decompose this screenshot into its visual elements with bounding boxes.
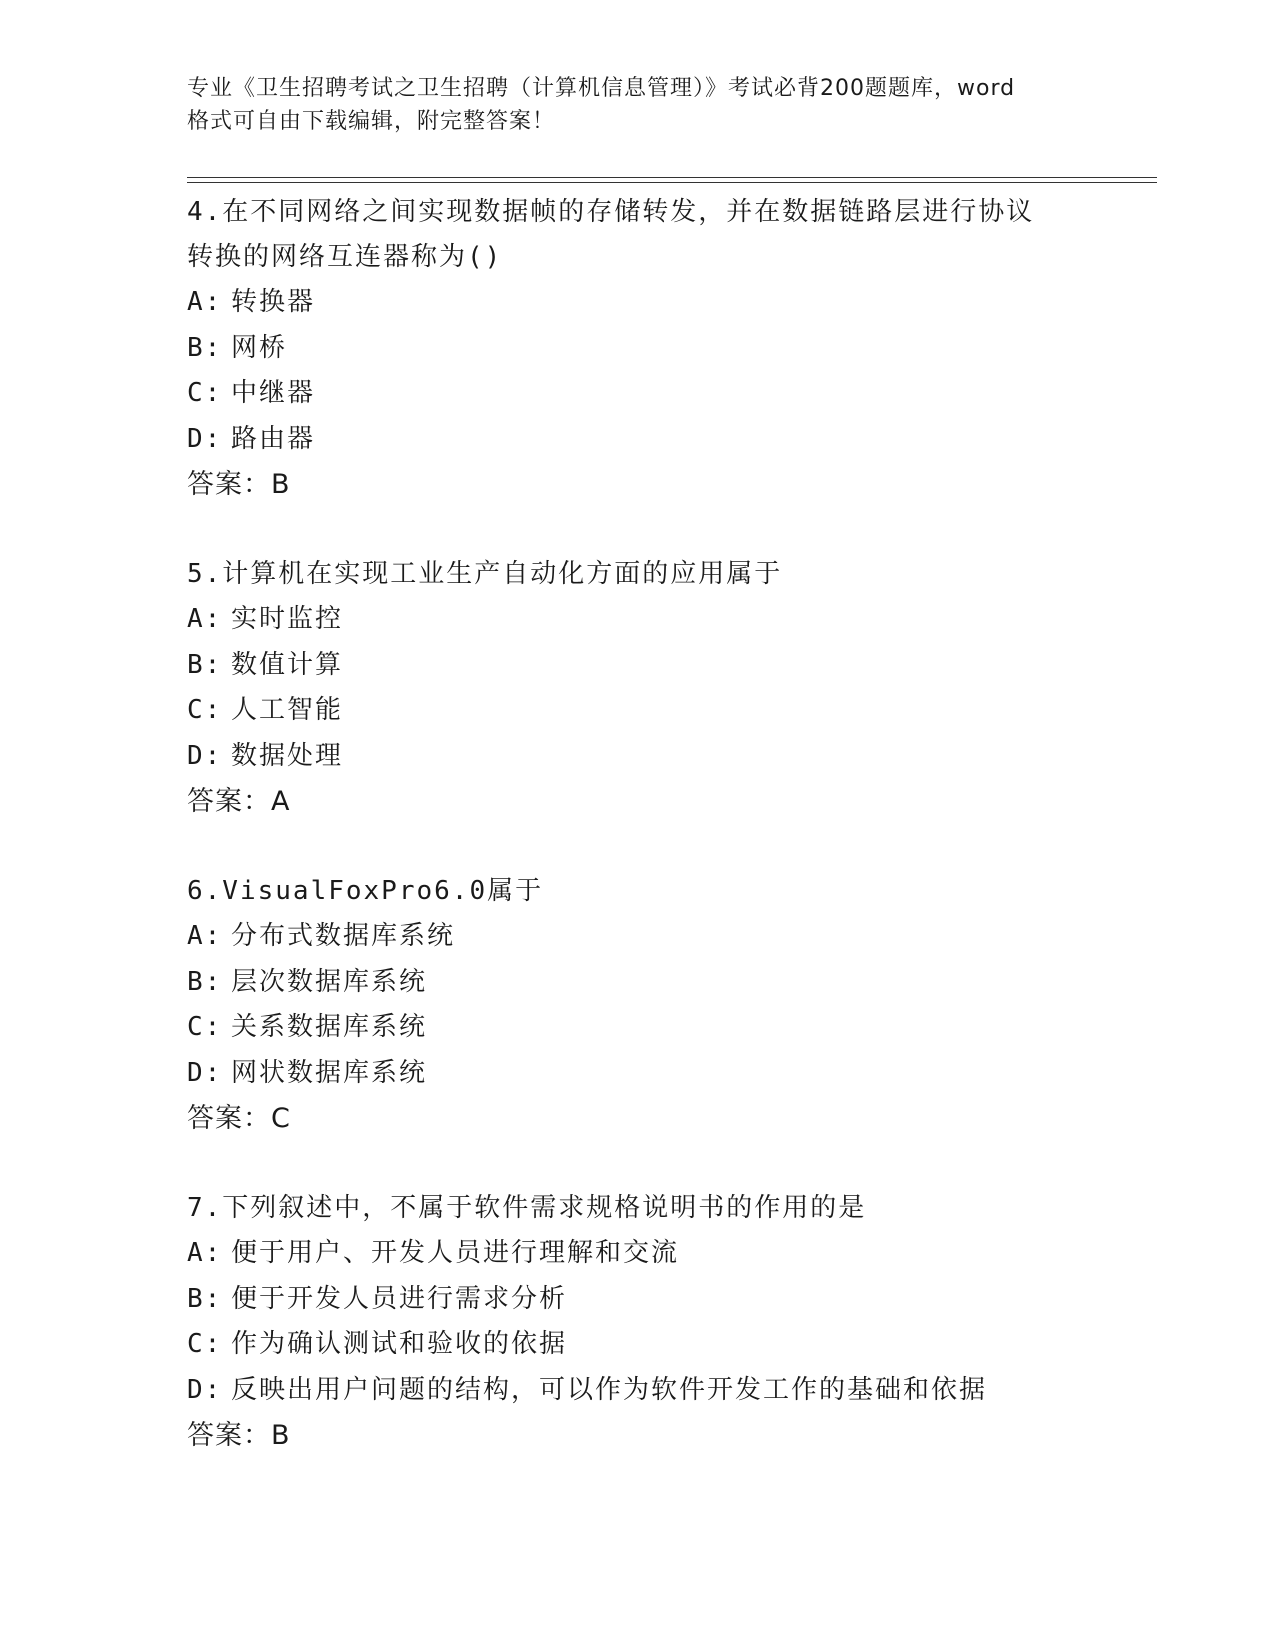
option-c xyxy=(187,1005,1187,1051)
question-7 xyxy=(187,1186,1187,1458)
option-b xyxy=(187,1277,1187,1323)
question-stem xyxy=(187,1186,1187,1231)
question-stem xyxy=(187,190,1187,280)
option-letter: B: xyxy=(187,332,223,363)
option-d xyxy=(187,734,1187,780)
option-letter: D: xyxy=(187,1057,223,1088)
question-stem-line: 7.下列叙述中，不属于软件需求规格说明书的作用的是 xyxy=(187,1193,867,1223)
option-c xyxy=(187,371,1187,417)
option-b xyxy=(187,643,1187,689)
option-letter: B: xyxy=(187,1283,223,1314)
question-spacer xyxy=(187,507,1187,552)
option-letter: A: xyxy=(187,921,223,951)
option-text: 转换器 xyxy=(231,287,316,317)
option-letter: D: xyxy=(187,740,223,771)
option-letter: A: xyxy=(187,287,223,317)
option-a xyxy=(187,914,1187,960)
option-text: 层次数据库系统 xyxy=(231,966,428,997)
option-letter: B: xyxy=(187,966,223,997)
document-header xyxy=(187,72,1087,138)
header-divider-bottom xyxy=(187,182,1157,183)
option-d xyxy=(187,417,1187,463)
header-line-1: 专业《卫生招聘考试之卫生招聘（计算机信息管理）》考试必背200题题库，word xyxy=(187,76,1016,101)
option-d xyxy=(187,1368,1187,1414)
option-text: 反映出用户问题的结构，可以作为软件开发工作的基础和依据 xyxy=(231,1374,988,1405)
option-text: 分布式数据库系统 xyxy=(231,921,456,951)
header-line-2: 格式可自由下载编辑，附完整答案！ xyxy=(187,109,556,134)
question-stem-line: 5.计算机在实现工业生产自动化方面的应用属于 xyxy=(187,559,783,589)
option-d xyxy=(187,1051,1187,1097)
option-text: 中继器 xyxy=(231,378,316,408)
question-4 xyxy=(187,190,1187,507)
option-c xyxy=(187,688,1187,734)
option-text: 网桥 xyxy=(231,332,288,363)
answer-line: 答案：B xyxy=(187,469,291,500)
answer-line: 答案：A xyxy=(187,786,291,817)
question-stem xyxy=(187,552,1187,597)
option-text: 作为确认测试和验收的依据 xyxy=(231,1329,568,1359)
question-spacer xyxy=(187,824,1187,869)
question-stem-line: 4.在不同网络之间实现数据帧的存储转发，并在数据链路层进行协议 xyxy=(187,197,1035,227)
option-b xyxy=(187,960,1187,1006)
option-text: 网状数据库系统 xyxy=(231,1057,428,1088)
option-a xyxy=(187,280,1187,326)
option-text: 便于开发人员进行需求分析 xyxy=(231,1283,568,1314)
question-list xyxy=(187,190,1187,1458)
option-c xyxy=(187,1322,1187,1368)
question-5 xyxy=(187,552,1187,824)
option-b xyxy=(187,326,1187,372)
question-stem xyxy=(187,869,1187,914)
option-letter: A: xyxy=(187,1238,223,1268)
option-text: 便于用户、开发人员进行理解和交流 xyxy=(231,1238,680,1268)
option-letter: A: xyxy=(187,604,223,634)
option-a xyxy=(187,1231,1187,1277)
answer-line: 答案：B xyxy=(187,1420,291,1451)
question-stem-line: 6.VisualFoxPro6.0属于 xyxy=(187,876,544,906)
option-text: 路由器 xyxy=(231,423,316,454)
option-letter: C: xyxy=(187,695,223,725)
option-letter: C: xyxy=(187,1329,223,1359)
option-a xyxy=(187,597,1187,643)
option-text: 人工智能 xyxy=(231,695,344,725)
answer-line: 答案：C xyxy=(187,1103,291,1134)
option-letter: B: xyxy=(187,649,223,680)
header-divider-top xyxy=(187,177,1157,178)
option-text: 数据处理 xyxy=(231,740,344,771)
option-letter: D: xyxy=(187,1374,223,1405)
option-text: 实时监控 xyxy=(231,604,344,634)
option-text: 关系数据库系统 xyxy=(231,1012,428,1042)
option-text: 数值计算 xyxy=(231,649,344,680)
question-spacer xyxy=(187,1141,1187,1186)
option-letter: C: xyxy=(187,378,223,408)
question-stem-line: 转换的网络互连器称为() xyxy=(187,242,503,272)
option-letter: D: xyxy=(187,423,223,454)
option-letter: C: xyxy=(187,1012,223,1042)
question-6 xyxy=(187,869,1187,1141)
